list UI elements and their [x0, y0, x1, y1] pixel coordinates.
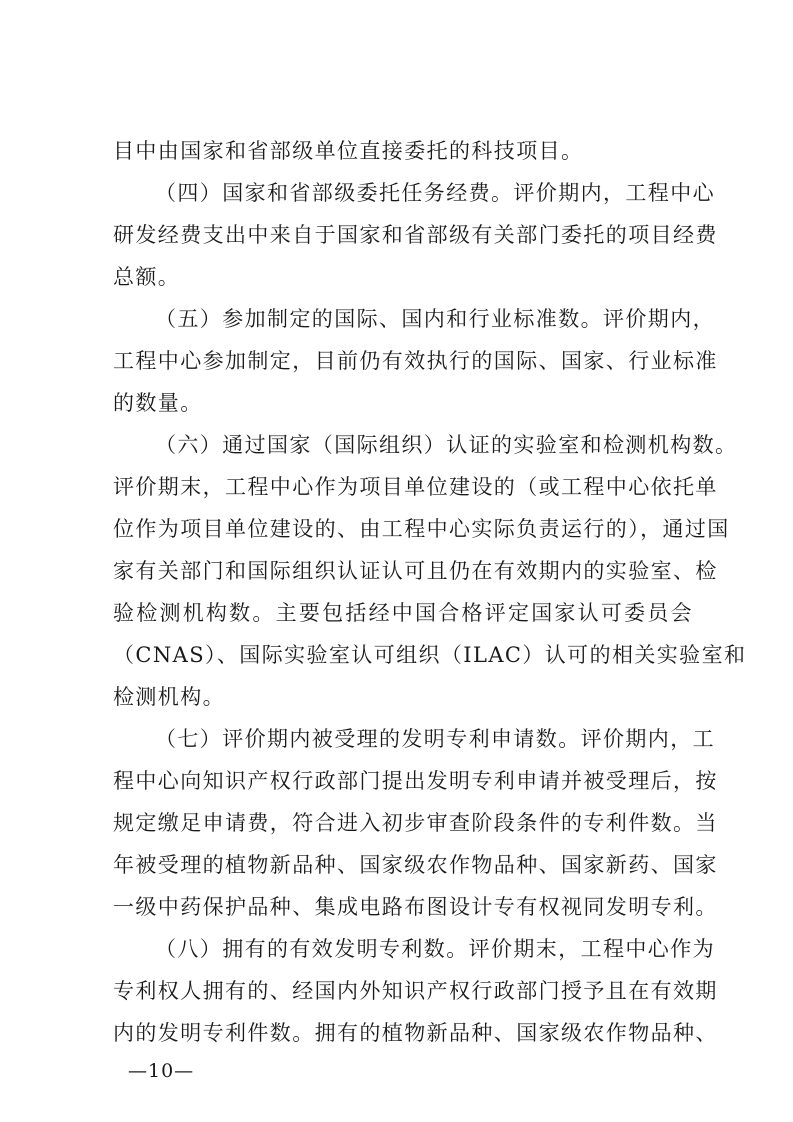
text-line: 家有关部门和国际组织认证认可且仍在有效期内的实验室、检 — [113, 559, 718, 583]
text-line: 目中由国家和省部级单位直接委托的科技项目。 — [113, 139, 584, 163]
text-line: 程中心向知识产权行政部门提出发明专利申请并被受理后，按 — [113, 769, 718, 793]
section-seven-heading: （七）评价期内被受理的发明专利申请数。评价期内，工 — [155, 727, 715, 751]
text-line: 规定缴足申请费，符合进入初步审查阶段条件的专利件数。当 — [113, 811, 718, 835]
text-line: 的数量。 — [113, 391, 203, 415]
text-line: 位作为项目单位建设的、由工程中心实际负责运行的），通过国 — [113, 517, 730, 541]
text-line: 研发经费支出中来自于国家和省部级有关部门委托的项目经费 — [113, 223, 718, 247]
text-line: 一级中药保护品种、集成电路布图设计专有权视同发明专利。 — [113, 895, 718, 919]
text-line: 评价期末，工程中心作为项目单位建设的（或工程中心依托单 — [113, 475, 718, 499]
text-line: 年被受理的植物新品种、国家级农作物品种、国家新药、国家 — [113, 853, 718, 877]
section-four-heading: （四）国家和省部级委托任务经费。评价期内，工程中心 — [155, 181, 715, 205]
text-line: 检测机构。 — [113, 685, 225, 709]
text-line: （CNAS）、国际实验室认可组织（ILAC）认可的相关实验室和 — [113, 643, 747, 667]
text-line: 总额。 — [113, 265, 181, 289]
section-eight-heading: （八）拥有的有效发明专利数。评价期末，工程中心作为 — [155, 937, 715, 961]
section-six-heading: （六）通过国家（国际组织）认证的实验室和检测机构数。 — [155, 433, 738, 457]
text-line: 工程中心参加制定，目前仍有效执行的国际、国家、行业标准 — [113, 349, 718, 373]
text-line: 验检测机构数。主要包括经中国合格评定国家认可委员会 — [113, 601, 693, 625]
page-number: —10— — [128, 1060, 195, 1082]
text-line: 内的发明专利件数。拥有的植物新品种、国家级农作物品种、 — [113, 1021, 718, 1045]
section-five-heading: （五）参加制定的国际、国内和行业标准数。评价期内， — [155, 307, 715, 331]
text-line: 专利权人拥有的、经国内外知识产权行政部门授予且在有效期 — [113, 979, 718, 1003]
